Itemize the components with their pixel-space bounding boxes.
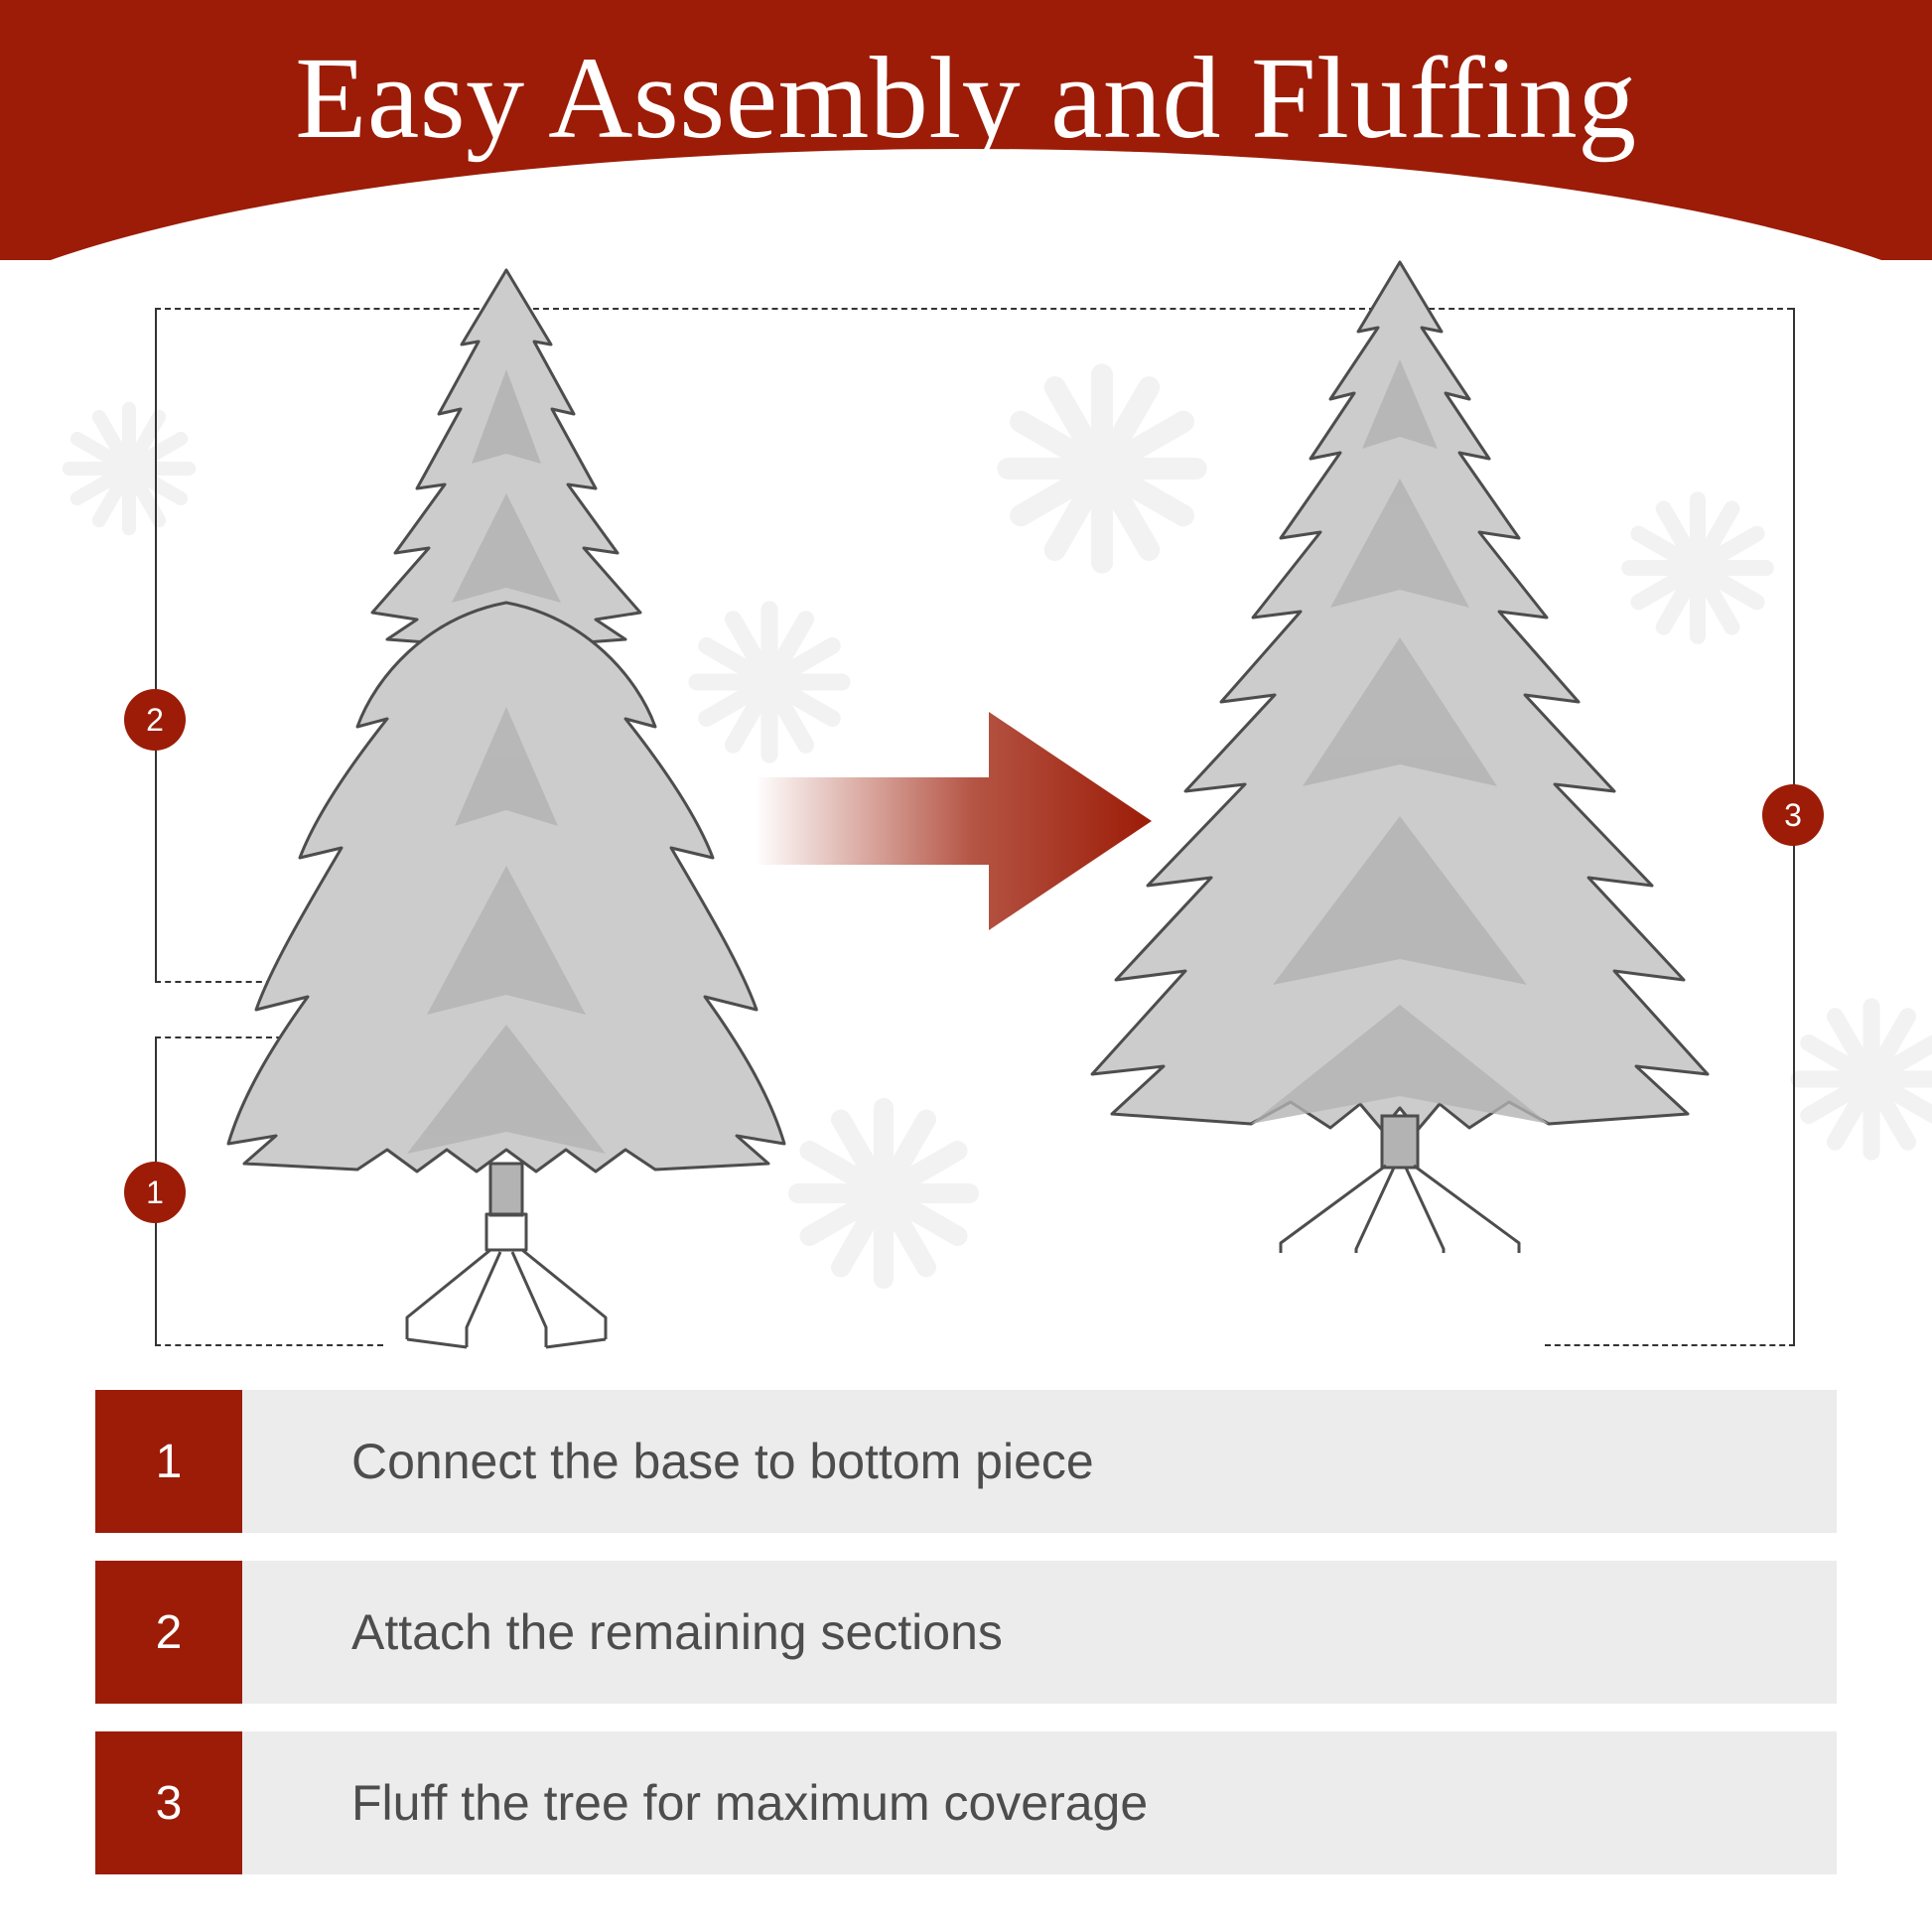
step-description: Attach the remaining sections <box>242 1561 1837 1704</box>
step-number-badge <box>95 1731 242 1874</box>
step-number-label: 1 <box>155 1435 183 1488</box>
step-description: Connect the base to bottom piece <box>242 1390 1837 1533</box>
tree-stand <box>367 1208 645 1367</box>
tree-bottom-section <box>189 588 824 1223</box>
snowflake-icon <box>60 399 199 538</box>
header-curve-decoration <box>0 149 1932 260</box>
bracket-tick-bottom-step1 <box>155 1344 383 1346</box>
step-number-label: 3 <box>155 1776 183 1830</box>
assembled-tree <box>1052 250 1747 1253</box>
bracket-badge-3 <box>1762 784 1824 846</box>
bracket-badge-3-label: 3 <box>1784 796 1802 833</box>
step-number-label: 2 <box>155 1605 183 1659</box>
bracket-badge-2-label: 2 <box>146 701 164 738</box>
step-row <box>0 1561 1932 1704</box>
step-number-badge <box>95 1390 242 1533</box>
assembly-diagram <box>0 260 1932 1382</box>
page-title: Easy Assembly and Fluffing <box>295 33 1637 163</box>
bracket-line-step2 <box>155 308 157 981</box>
steps-list <box>0 1390 1932 1902</box>
bracket-badge-1 <box>124 1162 186 1223</box>
step-number-badge <box>95 1561 242 1704</box>
step-row <box>0 1390 1932 1533</box>
snowflake-icon <box>1787 995 1932 1164</box>
bracket-tick-bottom-step3 <box>1545 1344 1795 1346</box>
bracket-badge-1-label: 1 <box>146 1173 164 1210</box>
step-row <box>0 1731 1932 1874</box>
step-description: Fluff the tree for maximum coverage <box>242 1731 1837 1874</box>
bracket-badge-2 <box>124 689 186 751</box>
